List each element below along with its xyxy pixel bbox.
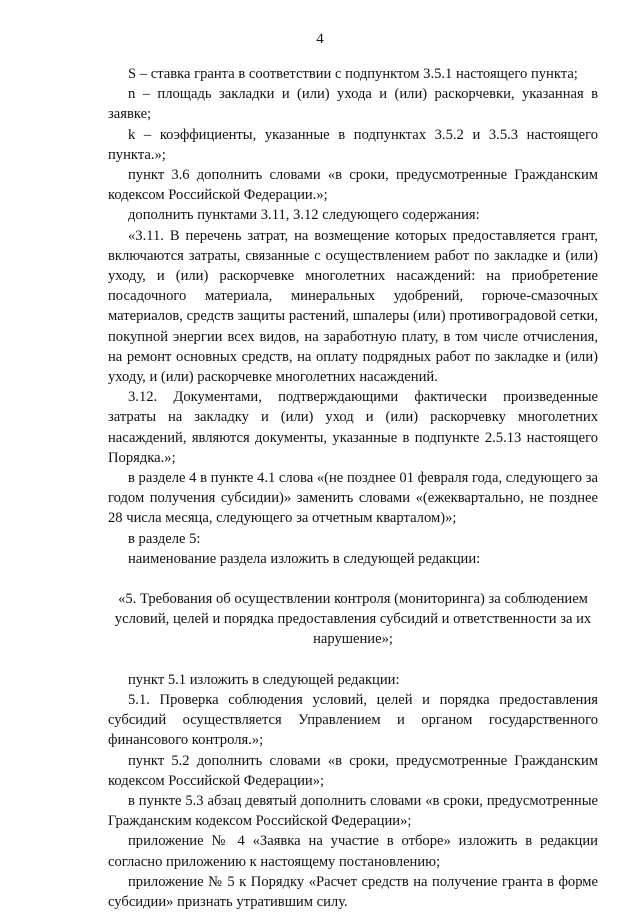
- paragraph-section-4: в разделе 4 в пункте 4.1 слова «(не позднее 01 февраля года, следующего за годом получения субсидии)» заменить словами «(ежеквартально, не позднее 28 числа месяца, следующего за отчетным кварталом)»;: [108, 470, 598, 527]
- paragraph-appendix-5: приложение № 5 к Порядку «Расчет средств на получение гранта в форме субсидии» признать утратившим силу.: [108, 873, 598, 910]
- paragraph-item-5-1: 5.1. Проверка соблюдения условий, целей и порядка предоставления субсидий осуществляется Управлением и органом государственного финансового контроля.»;: [108, 691, 598, 749]
- document-body: [108, 64, 598, 912]
- paragraph-formula-n: n – площадь закладки и (или) ухода и (или) раскорчевки, указанная в заявке;: [108, 86, 598, 123]
- page-number: 4: [316, 31, 324, 47]
- paragraph-item-5-1-intro: пункт 5.1 изложить в следующей редакции:: [128, 671, 400, 688]
- paragraph-item-5-3: в пункте 5.3 абзац девятый дополнить словами «в сроки, предусмотренные Гражданским кодексом Российской Федерации»;: [108, 792, 598, 830]
- paragraph-section-title-intro: наименование раздела изложить в следующей редакции:: [128, 550, 481, 567]
- paragraph-formula-s: S – ставка гранта в соответствии с подпунктом 3.5.1 настоящего пункта;: [128, 66, 578, 82]
- section-heading: «5. Требования об осуществлении контроля (мониторинга) за соблюдением условий, целей и порядка предоставления субсидий и ответственности за их нарушение»;: [114, 591, 592, 648]
- paragraph-section-5: в разделе 5:: [128, 530, 201, 547]
- paragraph-formula-k: k – коэффициенты, указанные в подпунктах 3.5.2 и 3.5.3 настоящего пункта.»;: [108, 126, 598, 163]
- paragraph-appendix-4: приложение № 4 «Заявка на участие в отборе» изложить в редакции согласно приложению к настоящему постановлению;: [108, 833, 598, 870]
- paragraph-item-3-11: «3.11. В перечень затрат, на возмещение которых предоставляется грант, включаются затраты, связанные с осуществлением работ по закладке и (или) уходу, и (или) раскорчевке многолетних насаждений: на приобретение посадочного материала, минеральных удобрений, горюче-смазочных материалов, средств защиты растений, шпалеры (или) противоградовой сетки, покупной энергии всех видов, на заработную плату, в том числе отчисления, на ремонт основных средств, на оплату подрядных работ по закладке и (или) уходу, и (или) раскорчевке многолетних насаждений.: [108, 227, 598, 386]
- paragraph-item-3-12: 3.12. Документами, подтверждающими фактически произведенные затраты на закладку и (или) уход и (или) раскорчевку многолетних насаждений, являются документы, указанные в подпункте 2.5.13 настоящего Порядка.»;: [108, 389, 598, 466]
- paragraph-add-items: дополнить пунктами 3.11, 3.12 следующего содержания:: [128, 207, 480, 224]
- paragraph-item-3-6: пункт 3.6 дополнить словами «в сроки, предусмотренные Гражданским кодексом Российской Федерации.»;: [108, 167, 598, 204]
- paragraph-item-5-2: пункт 5.2 дополнить словами «в сроки, предусмотренные Гражданским кодексом Российской Федерации»;: [108, 752, 598, 789]
